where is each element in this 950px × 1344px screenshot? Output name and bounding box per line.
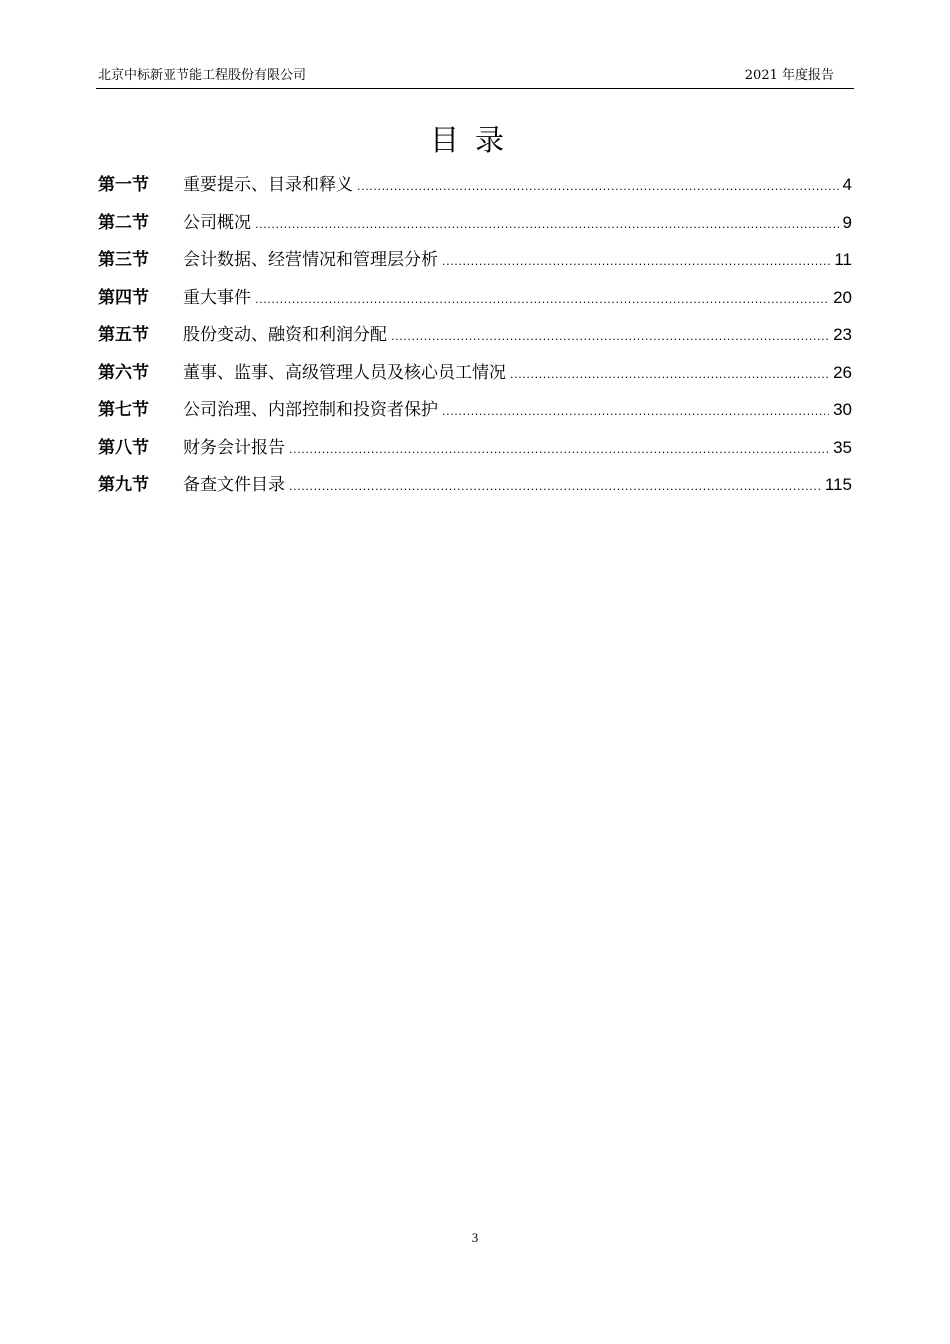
toc-entry[interactable] [98,204,852,242]
toc-section-title: 财务会计报告 [183,437,285,458]
toc-section-title: 重要提示、目录和释义 [183,175,353,195]
toc-entry[interactable] [98,166,852,204]
toc-section-title: 备查文件目录 [183,475,285,495]
toc-section-title: 公司治理、内部控制和投资者保护 [183,400,438,420]
toc-section-number: 第六节 [98,362,149,383]
table-of-contents [98,166,852,504]
toc-leader-dots [442,393,829,431]
page-header [96,66,854,89]
toc-leader-dots [255,281,829,319]
toc-entry[interactable] [98,241,852,279]
toc-entry[interactable] [98,354,852,392]
toc-leader-dots [442,243,830,281]
toc-leader-dots [357,168,839,206]
toc-section-number: 第七节 [98,400,149,420]
toc-section-number: 第四节 [98,287,149,308]
toc-section-number: 第三节 [98,250,149,270]
toc-leader-dots [255,206,839,244]
toc-section-title: 公司概况 [183,212,251,233]
toc-entry[interactable] [98,316,852,354]
toc-section-title: 股份变动、融资和利润分配 [183,325,387,345]
toc-title: 目录 [429,123,520,157]
toc-section-number: 第五节 [98,325,149,345]
toc-entry[interactable] [98,279,852,317]
toc-leader-dots [289,431,829,469]
toc-leader-dots [510,356,829,394]
toc-page-number: 23 [833,325,852,344]
toc-page-number: 35 [833,437,852,457]
company-name: 北京中标新亚节能工程股份有限公司 [98,68,307,83]
toc-entry[interactable] [98,466,852,504]
toc-section-number: 第二节 [98,212,149,233]
toc-leader-dots [391,318,829,356]
page-number-footer: 3 [471,1230,479,1245]
toc-section-title: 重大事件 [183,287,251,308]
toc-leader-dots [289,468,821,506]
toc-entry[interactable] [98,429,852,467]
toc-page-number: 9 [842,212,852,232]
toc-page-number: 11 [834,250,852,269]
toc-section-title: 会计数据、经营情况和管理层分析 [183,250,438,270]
toc-page-number: 115 [824,475,852,494]
toc-entry[interactable] [98,391,852,429]
toc-page-number: 20 [833,287,852,307]
toc-page-number: 26 [833,362,852,382]
toc-section-number: 第九节 [98,475,149,495]
toc-section-number: 第八节 [98,437,149,458]
report-name: 2021 年度报告 [744,68,834,83]
toc-section-number: 第一节 [98,175,149,195]
toc-section-title: 董事、监事、高级管理人员及核心员工情况 [183,362,506,383]
toc-page-number: 4 [842,175,852,194]
toc-page-number: 30 [833,400,852,419]
